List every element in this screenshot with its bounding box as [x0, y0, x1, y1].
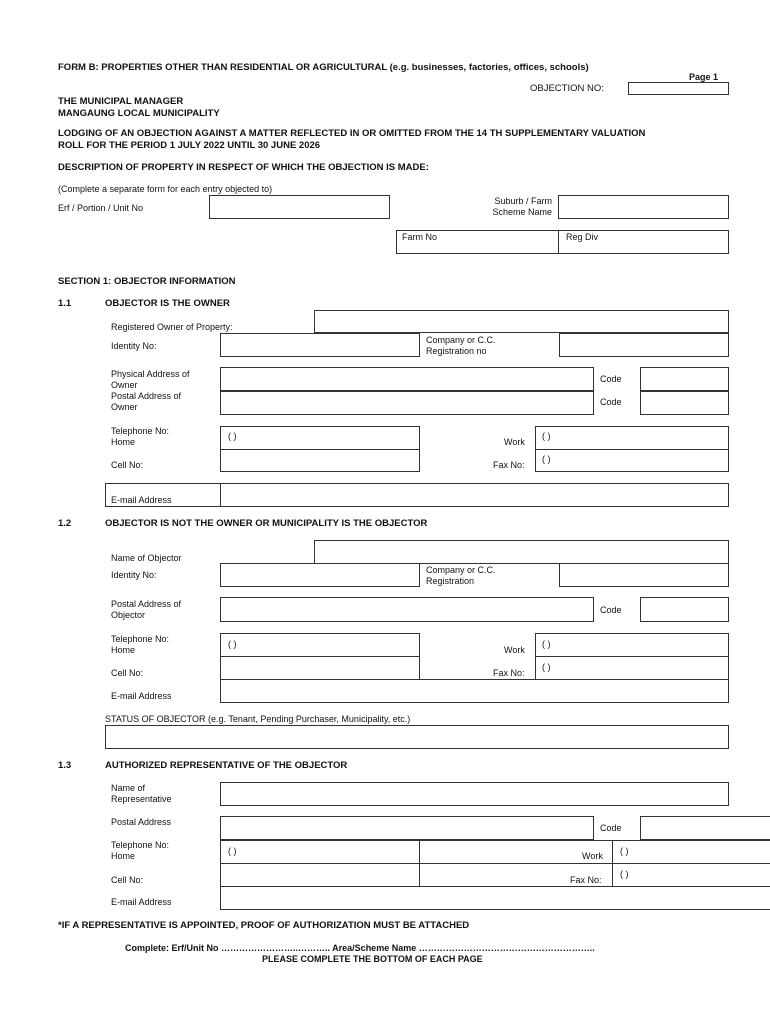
physical-code-field[interactable] — [640, 367, 729, 391]
objection-no-label: OBJECTION NO: — [530, 83, 604, 94]
objector-fax-field[interactable] — [535, 656, 729, 680]
representative-name-label-line-2: Representative — [111, 794, 172, 804]
representative-telephone-label-line-2: Home — [111, 851, 136, 861]
representative-email-label: E-mail Address — [111, 897, 172, 907]
objector-status-field[interactable] — [105, 725, 729, 749]
representative-fax-parens: ( ) — [620, 869, 629, 879]
owner-cell-label: Cell No: — [111, 460, 144, 470]
representative-cell-field[interactable] — [220, 863, 420, 887]
owner-identity-label: Identity No: — [111, 341, 157, 351]
objector-company-field[interactable] — [559, 563, 729, 587]
owner-telephone-label — [111, 426, 169, 448]
representative-email-field[interactable] — [220, 886, 770, 910]
physical-address-field[interactable] — [220, 367, 594, 391]
representative-fax-field[interactable] — [612, 863, 770, 887]
lodging-line-2: ROLL FOR THE PERIOD 1 JULY 2022 UNTIL 30 JUNE 2026 — [58, 140, 321, 151]
section-1-2-title: OBJECTOR IS NOT THE OWNER OR MUNICIPALITY IS THE OBJECTOR — [105, 518, 428, 529]
representative-work-label: Work — [582, 851, 603, 861]
representative-home-phone-parens: ( ) — [228, 846, 237, 856]
owner-postal-label-line-1: Postal Address of — [111, 391, 182, 401]
owner-work-label: Work — [504, 437, 525, 447]
registered-owner-label: Registered Owner of Property: — [111, 322, 233, 332]
representative-postal-field[interactable] — [220, 816, 594, 840]
owner-postal-label-line-2: Owner — [111, 402, 138, 412]
representative-fax-label: Fax No: — [570, 875, 602, 885]
owner-company-field[interactable] — [559, 333, 729, 357]
erf-label: Erf / Portion / Unit No — [58, 203, 144, 213]
representative-name-label — [111, 783, 172, 805]
owner-email-field[interactable] — [220, 483, 729, 507]
owner-postal-code-label: Code — [600, 397, 622, 407]
section-1-2-number: 1.2 — [58, 518, 72, 529]
owner-fax-parens: ( ) — [542, 454, 551, 464]
physical-address-label-line-1: Physical Address of — [111, 369, 190, 379]
owner-email-label: E-mail Address — [111, 495, 172, 505]
addressee-line-1: THE MUNICIPAL MANAGER — [58, 96, 184, 107]
owner-cell-field[interactable] — [220, 449, 420, 472]
objector-name-field[interactable] — [314, 540, 729, 564]
representative-home-phone-field[interactable] — [220, 840, 420, 864]
proof-of-authorization-note: *IF A REPRESENTATIVE IS APPOINTED, PROOF OF AUTHORIZATION MUST BE ATTACHED — [58, 920, 470, 931]
representative-telephone-label — [111, 840, 169, 862]
objector-work-label: Work — [504, 645, 525, 655]
objector-home-phone-field[interactable] — [220, 633, 420, 657]
objector-cell-label: Cell No: — [111, 668, 144, 678]
objector-company-label-line-2: Registration — [426, 576, 475, 586]
suburb-label-line-1: Suburb / Farm — [494, 196, 552, 206]
bottom-of-page-note: PLEASE COMPLETE THE BOTTOM OF EACH PAGE — [262, 954, 483, 964]
objector-postal-field[interactable] — [220, 597, 594, 622]
owner-fax-field[interactable] — [535, 449, 729, 472]
objector-fax-label: Fax No: — [493, 668, 525, 678]
objection-no-field[interactable] — [628, 82, 729, 95]
suburb-label-line-2: Scheme Name — [492, 207, 552, 217]
objector-telephone-label-line-2: Home — [111, 645, 136, 655]
objector-fax-parens: ( ) — [542, 662, 551, 672]
objector-email-label: E-mail Address — [111, 691, 172, 701]
owner-telephone-label-line-2: Home — [111, 437, 136, 447]
owner-home-phone-parens: ( ) — [228, 431, 237, 441]
owner-postal-code-field[interactable] — [640, 391, 729, 415]
property-heading: DESCRIPTION OF PROPERTY IN RESPECT OF WHICH THE OBJECTION IS MADE: — [58, 162, 429, 173]
representative-telephone-label-line-1: Telephone No: — [111, 840, 170, 850]
objector-company-label — [426, 565, 496, 587]
owner-company-label — [426, 335, 496, 357]
representative-name-label-line-1: Name of — [111, 783, 146, 793]
representative-code-label: Code — [600, 823, 622, 833]
representative-code-field[interactable] — [640, 816, 770, 840]
objector-work-phone-parens: ( ) — [542, 639, 551, 649]
owner-work-phone-field[interactable] — [535, 426, 729, 450]
separate-form-note: (Complete a separate form for each entry objected to) — [58, 184, 273, 194]
form-title: FORM B: PROPERTIES OTHER THAN RESIDENTIAL OR AGRICULTURAL (e.g. businesses, factories, offices, schools) — [58, 62, 589, 73]
suburb-label — [470, 196, 552, 218]
erf-field[interactable] — [209, 195, 390, 219]
representative-cell-label: Cell No: — [111, 875, 144, 885]
owner-fax-label: Fax No: — [493, 460, 525, 470]
owner-home-phone-field[interactable] — [220, 426, 420, 450]
representative-work-phone-parens: ( ) — [620, 846, 629, 856]
suburb-field[interactable] — [558, 195, 729, 219]
lodging-line-1: LODGING OF AN OBJECTION AGAINST A MATTER REFLECTED IN OR OMITTED FROM THE 14 TH SUPPLEMENTARY VALUATION — [58, 128, 646, 139]
objector-company-label-line-1: Company or C.C. — [426, 565, 496, 575]
objector-home-phone-parens: ( ) — [228, 639, 237, 649]
representative-postal-label: Postal Address — [111, 817, 172, 827]
objector-status-label: STATUS OF OBJECTOR (e.g. Tenant, Pending Purchaser, Municipality, etc.) — [105, 714, 411, 724]
owner-postal-address-field[interactable] — [220, 391, 594, 415]
owner-telephone-label-line-1: Telephone No: — [111, 426, 170, 436]
owner-identity-field[interactable] — [220, 333, 420, 357]
complete-erf-area-line: Complete: Erf/Unit No ……………………..……….. Area/Scheme Name ………………………………………………….. — [125, 943, 595, 953]
owner-work-phone-parens: ( ) — [542, 431, 551, 441]
objector-postal-label-line-1: Postal Address of — [111, 599, 182, 609]
objector-postal-label-line-2: Objector — [111, 610, 146, 620]
owner-company-label-line-2: Registration no — [426, 346, 487, 356]
owner-postal-address-label — [111, 391, 181, 413]
registered-owner-field[interactable] — [314, 310, 729, 333]
section-1-3-number: 1.3 — [58, 760, 72, 771]
objector-identity-field[interactable] — [220, 563, 420, 587]
objector-identity-label: Identity No: — [111, 570, 157, 580]
objector-work-phone-field[interactable] — [535, 633, 729, 657]
section-1-heading: SECTION 1: OBJECTOR INFORMATION — [58, 276, 236, 287]
page-number: Page 1 — [689, 72, 719, 82]
objector-email-field[interactable] — [220, 679, 729, 703]
objector-postal-label — [111, 599, 181, 621]
owner-company-label-line-1: Company or C.C. — [426, 335, 496, 345]
objector-cell-field[interactable] — [220, 656, 420, 680]
farm-no-label: Farm No — [402, 232, 438, 242]
representative-work-phone-field[interactable] — [612, 840, 770, 864]
section-1-3-title: AUTHORIZED REPRESENTATIVE OF THE OBJECTOR — [105, 760, 348, 771]
representative-name-field[interactable] — [220, 782, 729, 806]
objector-code-label: Code — [600, 605, 622, 615]
physical-address-label — [111, 369, 190, 391]
physical-address-label-line-2: Owner — [111, 380, 138, 390]
section-1-1-title: OBJECTOR IS THE OWNER — [105, 298, 230, 309]
section-1-1-number: 1.1 — [58, 298, 72, 309]
objector-telephone-label — [111, 634, 169, 656]
physical-code-label: Code — [600, 374, 622, 384]
reg-div-label: Reg Div — [566, 232, 599, 242]
objector-name-label: Name of Objector — [111, 553, 182, 563]
objector-code-field[interactable] — [640, 597, 729, 622]
objector-telephone-label-line-1: Telephone No: — [111, 634, 170, 644]
addressee-line-2: MANGAUNG LOCAL MUNICIPALITY — [58, 108, 220, 119]
